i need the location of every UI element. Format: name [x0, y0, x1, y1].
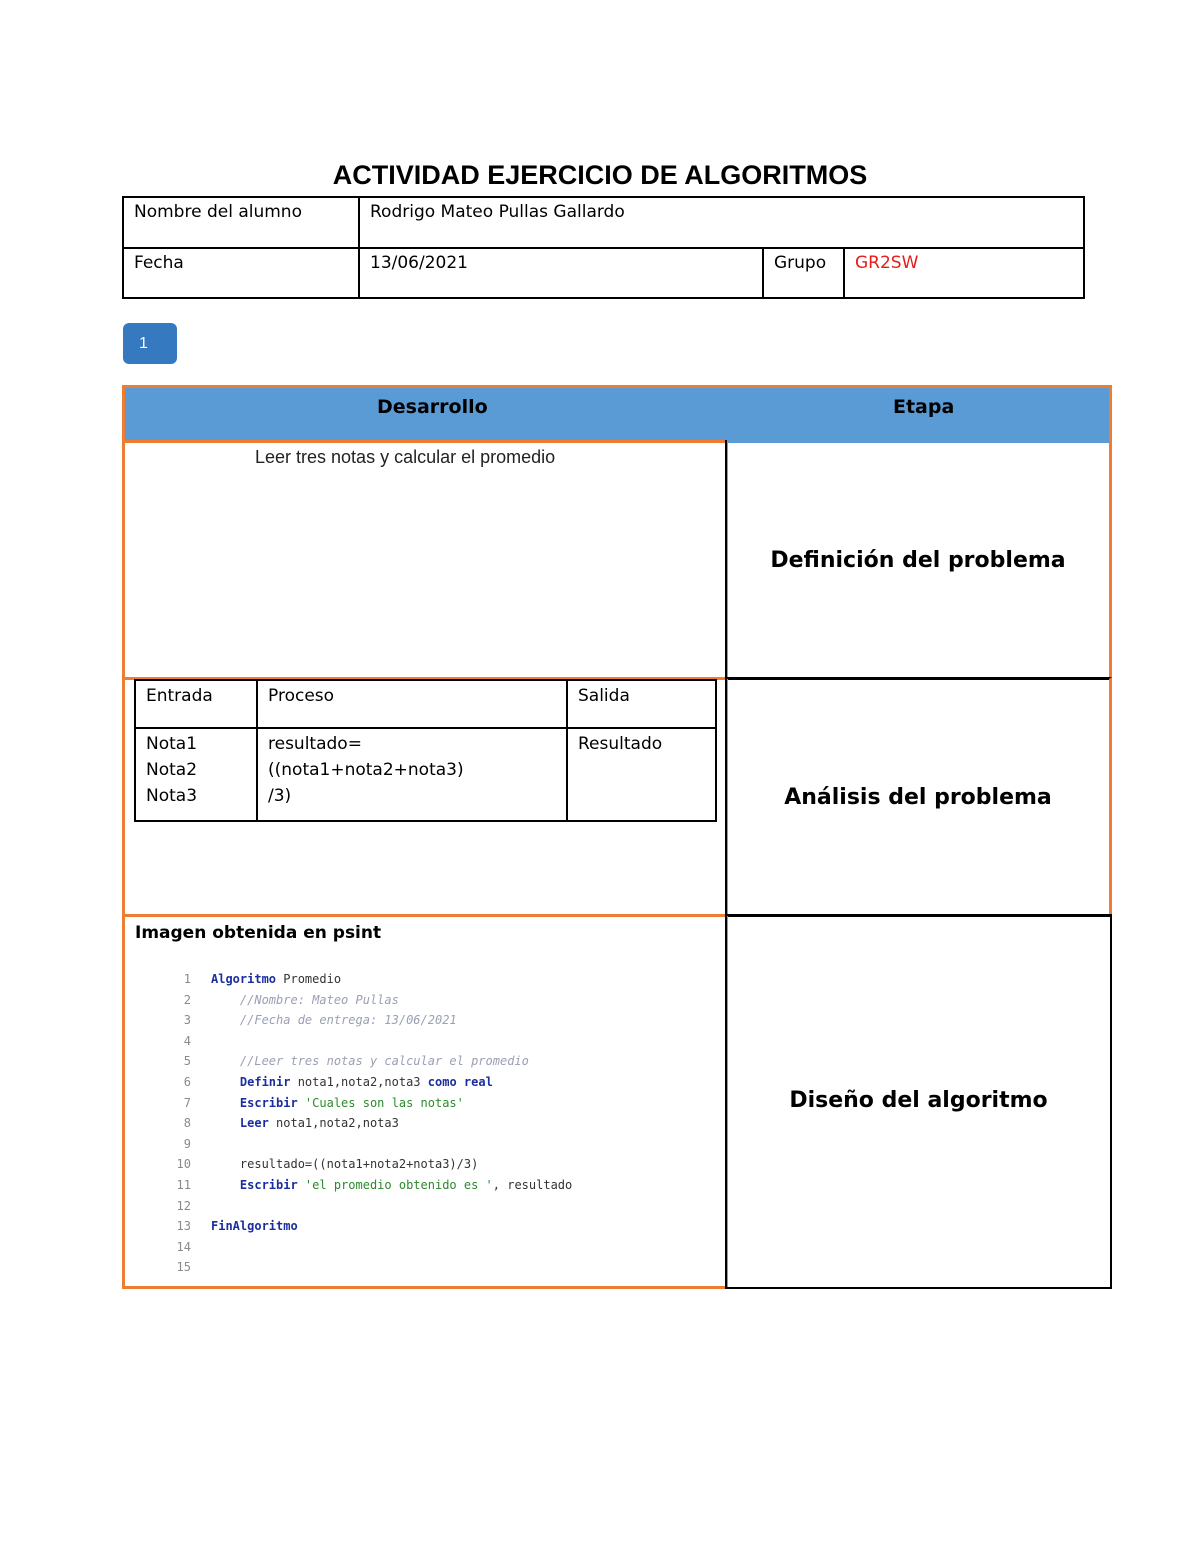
line-number: 13: [176, 1219, 191, 1234]
group-value: GR2SW: [843, 247, 1085, 299]
line-number: 15: [176, 1260, 191, 1275]
code-token: //Nombre: Mateo Pullas: [211, 992, 399, 1007]
stage-definition: Definición del problema: [770, 548, 1066, 573]
code-token: , resultado: [492, 1177, 573, 1192]
code-token: //Fecha de entrega: 13/06/2021: [211, 1013, 457, 1028]
code-line: [165, 1237, 705, 1258]
code-line: [165, 1154, 705, 1175]
code-token: Escribir: [239, 1177, 298, 1192]
analysis-table: [134, 679, 717, 822]
problem-definition-text: Leer tres notas y calcular el promedio: [255, 447, 556, 467]
page-title: ACTIVIDAD EJERCICIO DE ALGORITMOS: [332, 160, 868, 190]
code-line: [165, 1072, 705, 1093]
line-number: 3: [183, 1013, 191, 1028]
date-label: Fecha: [122, 247, 360, 299]
pseint-code-screenshot: [165, 969, 705, 1278]
student-info-table: [122, 196, 1085, 299]
line-number: 11: [176, 1177, 191, 1192]
line-number: 10: [176, 1157, 191, 1172]
header-stage: Etapa: [893, 396, 955, 418]
code-token: Escribir: [239, 1095, 298, 1110]
name-value: Rodrigo Mateo Pullas Gallardo: [358, 196, 1085, 249]
input-item: Nota3: [146, 786, 198, 806]
code-line: [165, 1010, 705, 1031]
row2-stage-cell: [725, 677, 1112, 917]
analysis-process: [256, 727, 568, 822]
analysis-header-process: Proceso: [256, 679, 568, 729]
analysis-inputs: [134, 727, 258, 822]
code-token: [211, 1075, 240, 1089]
input-item: Nota2: [146, 760, 198, 780]
code-token: //Leer tres notas y calcular el promedio: [211, 1054, 529, 1069]
line-number: 14: [176, 1239, 191, 1254]
code-line: [165, 969, 705, 990]
code-line: [165, 1196, 705, 1217]
code-token: Promedio: [276, 972, 342, 986]
code-token: como real: [427, 1074, 493, 1089]
pseint-image-label: Imagen obtenida en psint: [135, 923, 382, 943]
code-token: nota1,nota2,nota3: [268, 1116, 399, 1131]
group-label: Grupo: [762, 247, 845, 299]
analysis-output: Resultado: [566, 727, 717, 822]
code-token: FinAlgoritmo: [211, 1219, 298, 1234]
code-line: [165, 1093, 705, 1114]
code-token: Algoritmo: [211, 972, 277, 986]
code-token: 'el promedio obtenido es ': [297, 1177, 493, 1192]
line-number: 4: [183, 1033, 191, 1048]
row1-stage-cell: [725, 440, 1112, 680]
code-token: [211, 1178, 240, 1192]
input-item: Nota1: [146, 734, 198, 754]
line-number: 2: [183, 992, 191, 1007]
development-table: [122, 385, 1112, 1289]
code-line: [165, 990, 705, 1011]
code-line: [165, 1051, 705, 1072]
date-value: 13/06/2021: [358, 247, 764, 299]
process-line: resultado=((nota1+nota2+nota3): [268, 734, 464, 780]
code-token: [211, 1116, 240, 1130]
name-label: Nombre del alumno: [122, 196, 360, 249]
row3-stage-cell: [725, 914, 1112, 1289]
code-token: Definir: [239, 1074, 291, 1089]
code-line: [165, 1134, 705, 1155]
analysis-header-output: Salida: [566, 679, 717, 729]
line-number: 8: [183, 1116, 191, 1131]
stage-analysis: Análisis del problema: [784, 785, 1052, 810]
stage-design: Diseño del algoritmo: [789, 1088, 1048, 1113]
page-number-badge: 1: [123, 323, 177, 364]
table-header: [122, 385, 1112, 443]
process-line: /3): [268, 786, 292, 806]
code-token: Leer: [239, 1116, 269, 1131]
line-number: 1: [183, 972, 191, 986]
header-develop: Desarrollo: [377, 396, 488, 418]
line-number: 5: [183, 1054, 191, 1069]
line-number: 7: [183, 1095, 191, 1110]
code-line: [165, 1257, 705, 1278]
row1-develop-cell: [122, 440, 728, 680]
code-token: [211, 1096, 240, 1110]
code-line: [165, 1113, 705, 1134]
line-number: 9: [183, 1136, 191, 1151]
line-number: 12: [176, 1198, 191, 1213]
code-token: resultado=((nota1+nota2+nota3)/3): [211, 1157, 479, 1172]
code-token: 'Cuales son las notas': [297, 1095, 464, 1110]
code-line: [165, 1216, 705, 1237]
code-token: nota1,nota2,nota3: [290, 1074, 428, 1089]
row3-develop-cell: [122, 914, 728, 1289]
analysis-header-input: Entrada: [134, 679, 258, 729]
code-line: [165, 1175, 705, 1196]
line-number: 6: [183, 1074, 191, 1089]
code-line: [165, 1031, 705, 1052]
